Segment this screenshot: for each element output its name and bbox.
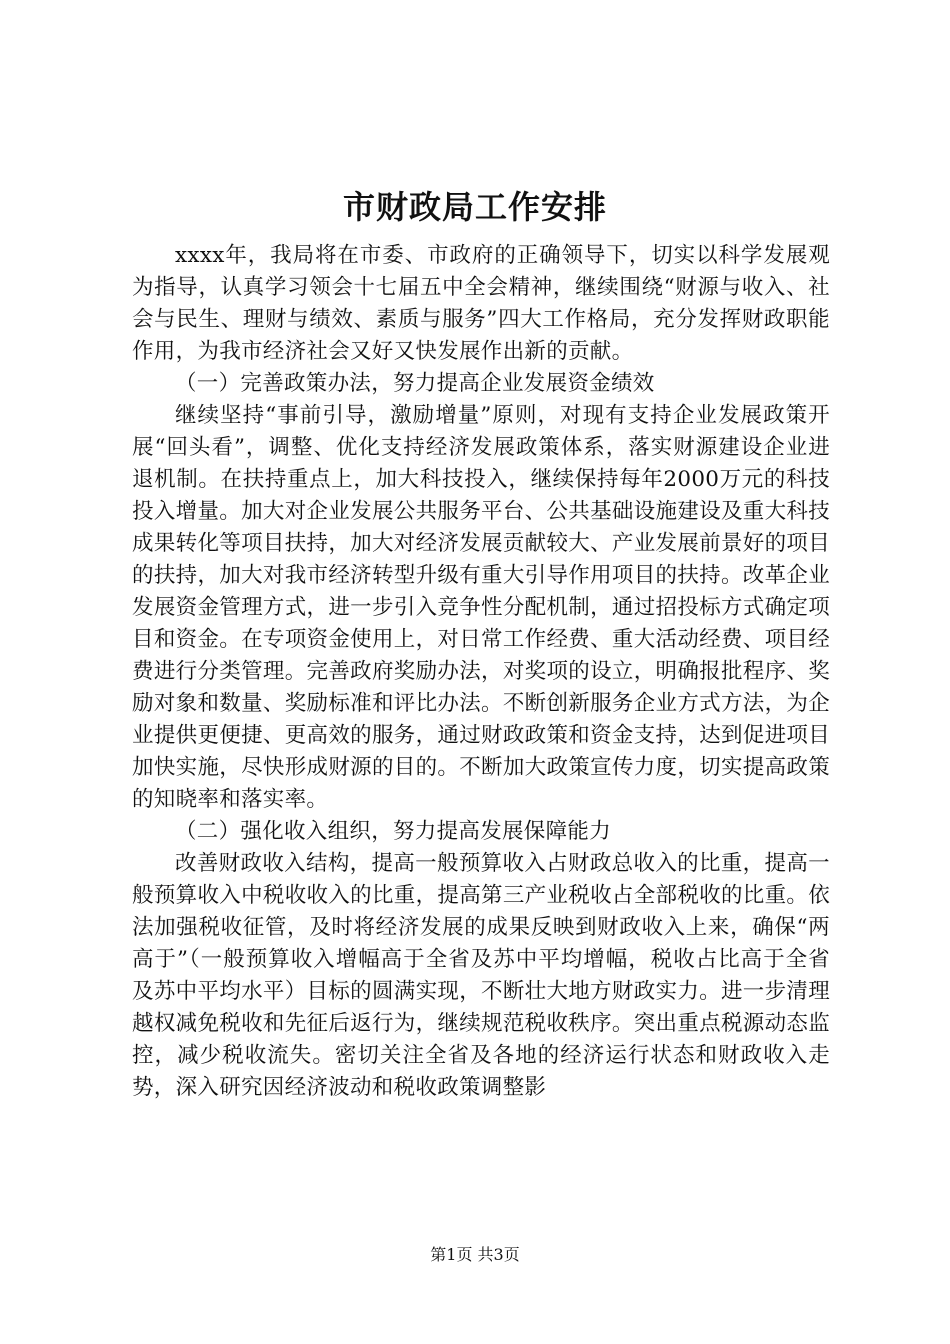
section-2-paragraph: 改善财政收入结构，提高一般预算收入占财政总收入的比重，提高一般预算收入中税收收入的比重，提高第三产业税收占全部税收的比重。依法加强税收征管，及时将经济发展的成果反映到财政收入上来，确保“两高于”（一般预算收入增幅高于全省及苏中平均增幅，税收占比高于全省及苏中平均水平）目标的圆满实现，不断壮大地方财政实力。进一步清理越权减免税收和先征后返行为，继续规范税收秩序。突出重点税源动态监控，减少税收流失。密切关注全省及各地的经济运行状态和财政收入走势，深入研究因经济波动和税收政策调整影 — [132, 851, 830, 1100]
document-title: 市财政局工作安排 — [342, 188, 607, 226]
intro-paragraph: xxxx年，我局将在市委、市政府的正确领导下，切实以科学发展观为指导，认真学习领会十七届五中全会精神，继续围绕“财源与收入、社会与民生、理财与绩效、素质与服务”四大工作格局，充分发挥财政职能作用，为我市经济社会又好又快发展作出新的贡献。 — [132, 243, 830, 364]
section-1-heading: （一）完善政策办法，努力提高企业发展资金绩效 — [175, 371, 655, 396]
page-indicator: 第1页 共3页 — [430, 1245, 520, 1264]
section-1-paragraph: 继续坚持“事前引导，激励增量”原则，对现有支持企业发展政策开展“回头看”，调整、优化支持经济发展政策体系，落实财源建设企业进退机制。在扶持重点上，加大科技投入，继续保持每年2000万元的科技投入增量。加大对企业发展公共服务平台、公共基础设施建设及重大科技成果转化等项目扶持，加大对经济发展贡献较大、产业发展前景好的项目的扶持，加大对我市经济转型升级有重大引导作用项目的扶持。改革企业发展资金管理方式，进一步引入竞争性分配机制，通过招投标方式确定项目和资金。在专项资金使用上，对日常工作经费、重大活动经费、项目经费进行分类管理。完善政府奖励办法，对奖项的设立，明确报批程序、奖励对象和数量、奖励标准和评比办法。不断创新服务企业方式方法，为企业提供更便捷、更高效的服务，通过财政政策和资金支持，达到促进项目加快实施，尽快形成财源的目的。不断加大政策宣传力度，切实提高政策的知晓率和落实率。 — [132, 403, 830, 812]
document-body — [132, 240, 830, 1104]
section-2-heading: （二）强化收入组织，努力提高发展保障能力 — [175, 819, 612, 844]
page-footer — [0, 1243, 950, 1267]
